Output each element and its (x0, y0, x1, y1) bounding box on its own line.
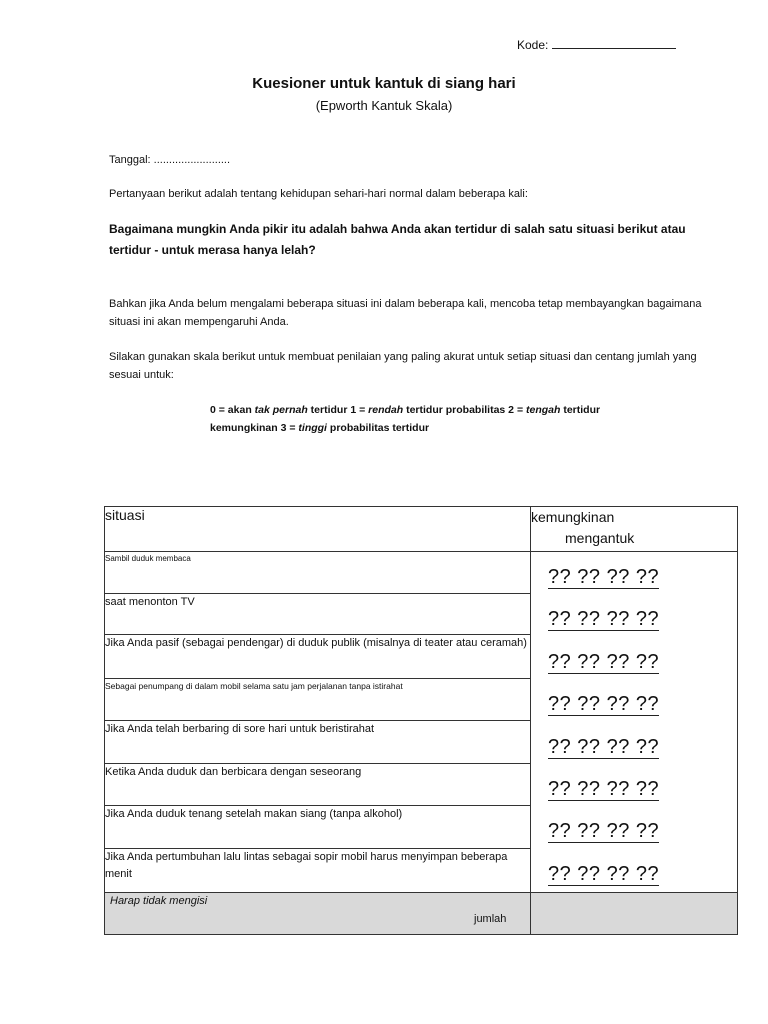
main-question: Bagaimana mungkin Anda pikir itu adalah bahwa Anda akan tertidur di salah satu situasi berikut atau tertidur - untuk merasa hanya lelah? (109, 222, 686, 257)
situation-row: Jika Anda pertumbuhan lalu lintas sebagai sopir mobil harus menyimpan beberapa menit (105, 849, 531, 893)
kode-blank-line (552, 37, 676, 49)
situation-row: Sebagai penumpang di dalam mobil selama satu jam perjalanan tanpa istirahat (105, 679, 531, 721)
score-options[interactable]: ?? ?? ?? ?? (548, 863, 660, 885)
score-options[interactable]: ?? ?? ?? ?? (548, 820, 660, 842)
situation-row: Jika Anda pasif (sebagai pendengar) di duduk publik (misalnya di teater atau ceramah) (105, 635, 531, 679)
situation-row: Sambil duduk membaca (105, 552, 531, 594)
scale-legend (210, 401, 630, 437)
situation-row: Ketika Anda duduk dan berbicara dengan seseorang (105, 764, 531, 806)
score-options[interactable]: ?? ?? ?? ?? (548, 608, 660, 630)
page-subtitle: (Epworth Kantuk Skala) (315, 98, 453, 113)
page-title: Kuesioner untuk kantuk di siang hari (252, 75, 516, 92)
scale-text: probabilitas tertidur (326, 422, 430, 434)
score-options[interactable]: ?? ?? ?? ?? (548, 693, 660, 715)
score-options[interactable]: ?? ?? ?? ?? (548, 651, 660, 673)
score-options[interactable]: ?? ?? ?? ?? (548, 566, 660, 588)
scale-text: tertidur kemungkinan 3 = (210, 404, 601, 434)
scale-emphasis: tak pernah (254, 404, 308, 416)
footer-note: Harap tidak mengisi (110, 895, 208, 907)
kode-label: Kode: (517, 38, 549, 52)
scale-emphasis: rendah (368, 404, 404, 416)
scale-text: tertidur probabilitas 2 = (403, 404, 526, 416)
instruction-paragraph-1: Bahkan jika Anda belum mengalami beberapa situasi ini dalam beberapa kali, mencoba tetap membayangkan bagaimana situasi ini akan mempengaruhi Anda. (109, 298, 702, 328)
total-score-cell[interactable] (531, 893, 738, 935)
kode-field (517, 37, 676, 52)
footer-total-label: jumlah (474, 913, 507, 925)
scale-emphasis: tengah (526, 404, 561, 416)
score-options[interactable]: ?? ?? ?? ?? (548, 736, 660, 758)
footer-cell (105, 893, 531, 935)
score-options[interactable]: ?? ?? ?? ?? (548, 778, 660, 800)
question-intro: Pertanyaan berikut adalah tentang kehidupan sehari-hari normal dalam beberapa kali: (109, 188, 528, 200)
column-header-line: mengantuk (565, 530, 635, 546)
scale-text: 0 = akan (210, 404, 255, 416)
column-header-kemungkinan (531, 507, 738, 552)
scale-text: tertidur 1 = (307, 404, 369, 416)
situation-row: Jika Anda telah berbaring di sore hari untuk beristirahat (105, 721, 531, 764)
column-header-line: kemungkinan (531, 509, 615, 525)
situation-row: Jika Anda duduk tenang setelah makan siang (tanpa alkohol) (105, 806, 531, 849)
column-header-situasi: situasi (105, 507, 531, 552)
instruction-paragraph-2: Silakan gunakan skala berikut untuk membuat penilaian yang paling akurat untuk setiap situasi dan centang jumlah yang sesuai untuk: (109, 351, 697, 381)
date-line: Tanggal: ......................... (109, 154, 231, 166)
scale-emphasis: tinggi (298, 422, 327, 434)
situation-row: saat menonton TV (105, 594, 531, 635)
